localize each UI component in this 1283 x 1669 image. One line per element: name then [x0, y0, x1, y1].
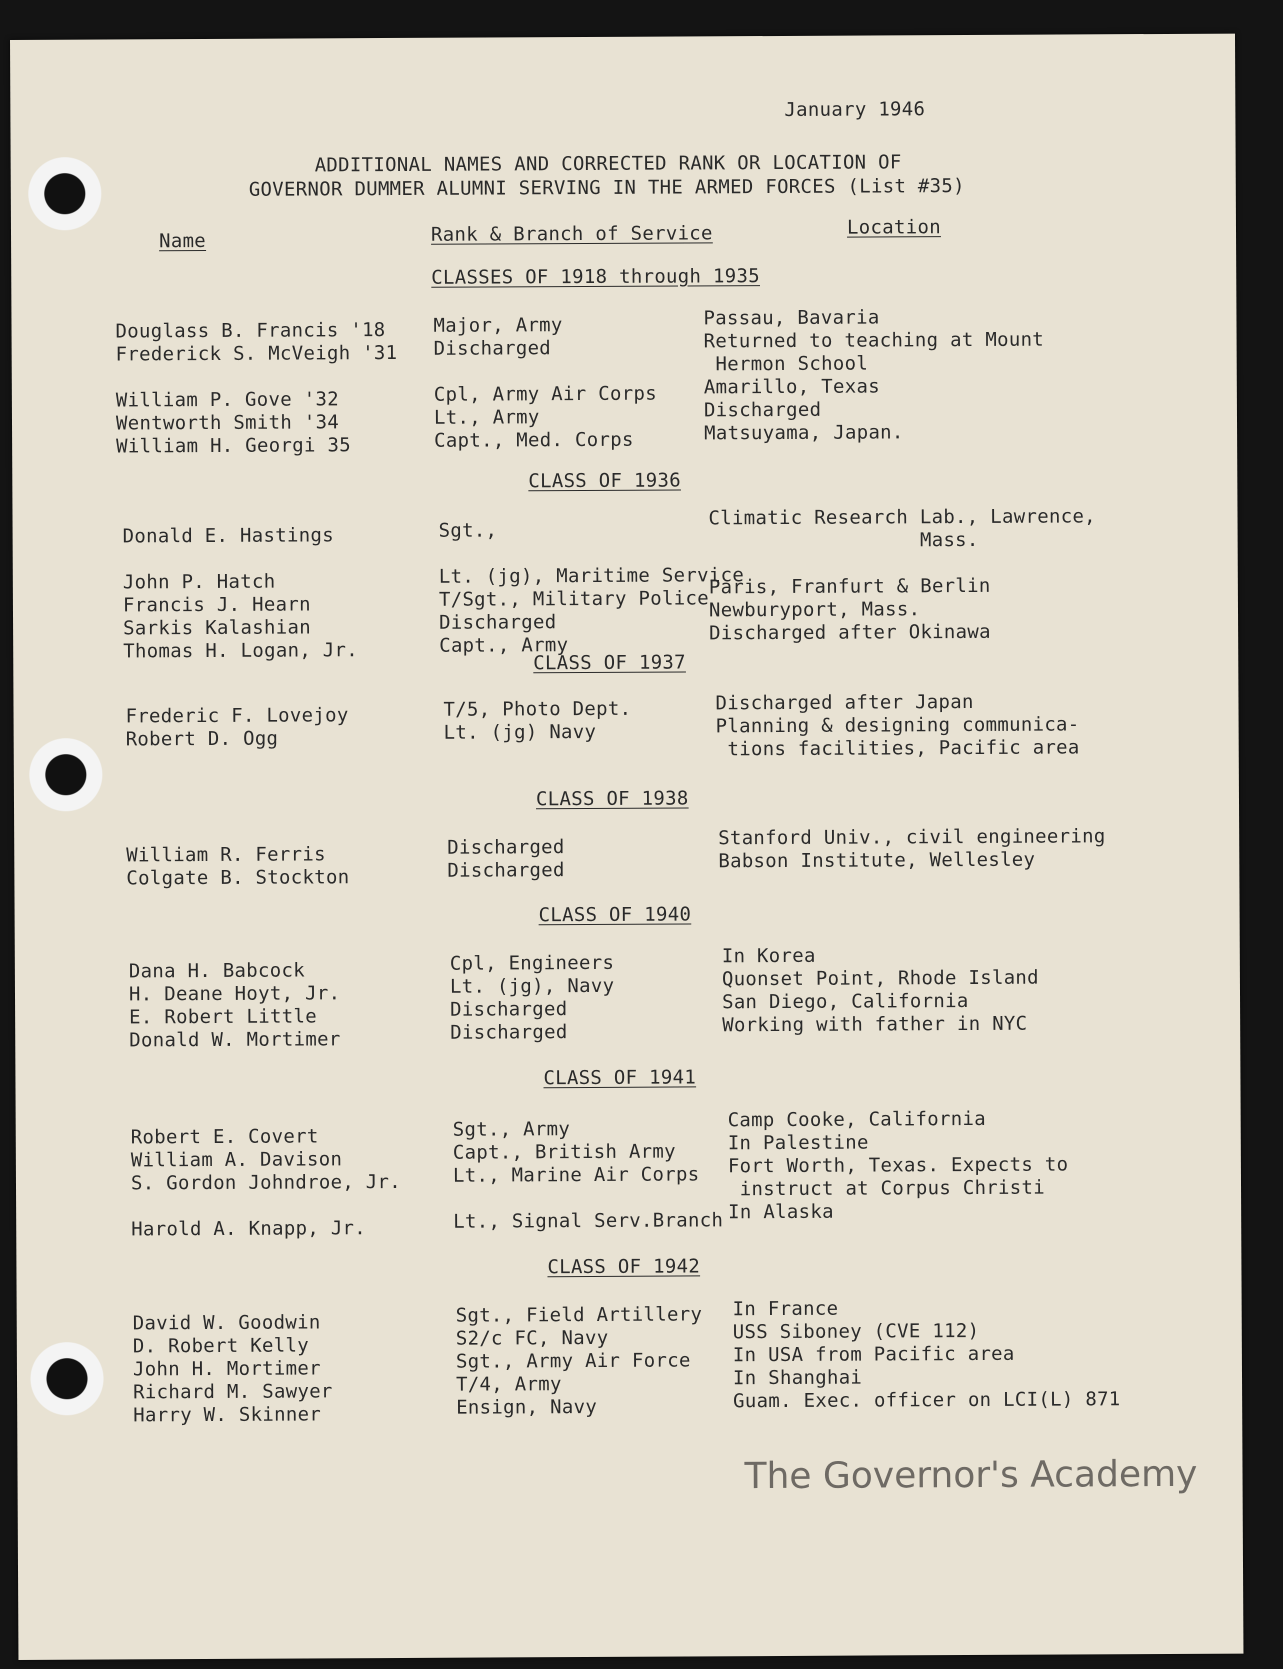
alumni-name: Douglass B. Francis '18 [115, 319, 386, 343]
location: San Diego, California [721, 989, 969, 1014]
rank-branch: Discharged [447, 836, 565, 859]
alumni-name: David W. Goodwin [132, 1311, 321, 1335]
alumni-name: Frederic F. Lovejoy [125, 704, 349, 728]
location: In Palestine [727, 1131, 869, 1155]
rank-branch: Capt., Med. Corps [434, 428, 634, 452]
location: Amarillo, Texas [703, 375, 880, 399]
rank-branch: Lt. (jg), Navy [449, 974, 615, 998]
alumni-name: John P. Hatch [122, 570, 276, 594]
alumni-name: Sarkis Kalashian [123, 616, 311, 640]
location: Passau, Bavaria [703, 306, 880, 330]
location: Stanford Univ., civil engineering [718, 825, 1106, 850]
rank-branch: Cpl, Engineers [449, 951, 615, 975]
alumni-name: William A. Davison [130, 1148, 343, 1172]
rank-branch: S2/c FC, Navy [455, 1326, 609, 1350]
watermark: The Governor's Academy [744, 1453, 1198, 1498]
location: In Alaska [728, 1200, 834, 1224]
class-heading: CLASS OF 1941 [543, 1066, 697, 1090]
rank-branch: T/Sgt., Military Police [438, 587, 709, 611]
document-title-line1: ADDITIONAL NAMES AND CORRECTED RANK OR LOCATION OF [314, 151, 902, 177]
rank-branch: Discharged [433, 337, 552, 360]
alumni-name: Donald W. Mortimer [129, 1028, 341, 1052]
rank-branch: Sgt., Army [452, 1118, 571, 1141]
rank-branch: Discharged [450, 998, 568, 1021]
alumni-name: Colgate B. Stockton [126, 866, 350, 890]
location: instruct at Corpus Christi [727, 1176, 1046, 1201]
rank-branch: Major, Army [433, 314, 563, 337]
location: Mass. [708, 528, 979, 553]
alumni-name: D. Robert Kelly [132, 1334, 309, 1358]
location: Matsuyama, Japan. [704, 421, 904, 445]
location: Returned to teaching at Mount [703, 328, 1045, 353]
rank-branch: Ensign, Navy [456, 1395, 598, 1419]
class-heading: CLASS OF 1936 [528, 469, 681, 493]
alumni-name: Richard M. Sawyer [133, 1380, 333, 1404]
location: Planning & designing communica- [715, 713, 1080, 738]
alumni-name: William R. Ferris [126, 843, 326, 867]
class-heading: CLASSES OF 1918 through 1935 [431, 265, 761, 289]
alumni-name: Harry W. Skinner [133, 1403, 322, 1427]
location: Camp Cooke, California [727, 1107, 986, 1132]
class-heading: CLASS OF 1942 [547, 1255, 701, 1279]
rank-branch: Lt., Signal Serv.Branch [453, 1209, 724, 1233]
document-page [10, 34, 1243, 1660]
document-title-line2: GOVERNOR DUMMER ALUMNI SERVING IN THE ARMED FORCES (List #35) [248, 175, 965, 201]
location: In Shanghai [732, 1366, 863, 1390]
alumni-name: Thomas H. Logan, Jr. [123, 639, 359, 663]
alumni-name: Francis J. Hearn [122, 593, 311, 617]
alumni-name: Wentworth Smith '34 [115, 411, 340, 435]
alumni-name: Robert D. Ogg [125, 727, 279, 751]
alumni-name: E. Robert Little [129, 1005, 318, 1029]
alumni-name: Harold A. Knapp, Jr. [131, 1217, 367, 1241]
alumni-name: William H. Georgi 35 [116, 434, 351, 458]
column-header-name: Name [158, 229, 207, 253]
punch-hole [29, 738, 103, 812]
punch-hole [30, 1342, 104, 1416]
location: Working with father in NYC [722, 1012, 1028, 1037]
rank-branch: Sgt., [438, 519, 498, 542]
location: Discharged after Japan [715, 690, 974, 715]
location: In Korea [721, 944, 816, 968]
location: Discharged after Okinawa [709, 620, 991, 645]
rank-branch: Sgt., Field Artillery [455, 1303, 703, 1327]
location: In USA from Pacific area [732, 1342, 1015, 1367]
location: Quonset Point, Rhode Island [721, 966, 1039, 991]
alumni-name: Robert E. Covert [130, 1125, 319, 1149]
location: Babson Institute, Wellesley [718, 848, 1036, 873]
rank-branch: Lt., Marine Air Corps [452, 1163, 700, 1187]
alumni-name: John H. Mortimer [132, 1357, 321, 1381]
location: Guam. Exec. officer on LCI(L) 871 [733, 1388, 1121, 1413]
location: Discharged [703, 398, 822, 422]
location: Fort Worth, Texas. Expects to [727, 1153, 1069, 1178]
location: In France [732, 1297, 839, 1321]
rank-branch: T/4, Army [455, 1373, 562, 1396]
location: Climatic Research Lab., Lawrence, [708, 505, 1096, 530]
class-heading: CLASS OF 1940 [538, 903, 692, 927]
rank-branch: Discharged [447, 859, 565, 882]
location: USS Siboney (CVE 112) [732, 1319, 980, 1344]
rank-branch: Lt., Army [433, 406, 540, 429]
alumni-name: Frederick S. McVeigh '31 [115, 341, 398, 366]
rank-branch: Discharged [450, 1021, 568, 1044]
rank-branch: Cpl, Army Air Corps [433, 382, 657, 406]
punch-hole [28, 157, 102, 231]
alumni-name: Dana H. Babcock [128, 959, 306, 983]
rank-branch: Capt., Army [439, 634, 569, 657]
class-heading: CLASS OF 1938 [535, 787, 689, 811]
rank-branch: T/5, Photo Dept. [443, 697, 632, 721]
alumni-name: Donald E. Hastings [122, 524, 334, 548]
column-header-rank: Rank & Branch of Service [430, 222, 713, 246]
class-heading: CLASS OF 1937 [533, 651, 686, 675]
alumni-name: William P. Gove '32 [115, 388, 339, 412]
location: tions facilities, Pacific area [715, 736, 1080, 761]
location: Newburyport, Mass. [708, 598, 921, 622]
rank-branch: Lt. (jg) Navy [443, 720, 597, 744]
alumni-name: S. Gordon Johndroe, Jr. [130, 1170, 402, 1195]
location: Paris, Franfurt & Berlin [708, 574, 991, 599]
column-header-location: Location [846, 216, 941, 239]
location: Hermon School [703, 352, 869, 376]
rank-branch: Capt., British Army [452, 1140, 676, 1164]
rank-branch: Lt. (jg), Maritime Service [438, 564, 745, 588]
rank-branch: Discharged [438, 611, 557, 634]
document-date: January 1946 [784, 98, 926, 121]
alumni-name: H. Deane Hoyt, Jr. [128, 982, 341, 1006]
rank-branch: Sgt., Army Air Force [455, 1349, 691, 1373]
